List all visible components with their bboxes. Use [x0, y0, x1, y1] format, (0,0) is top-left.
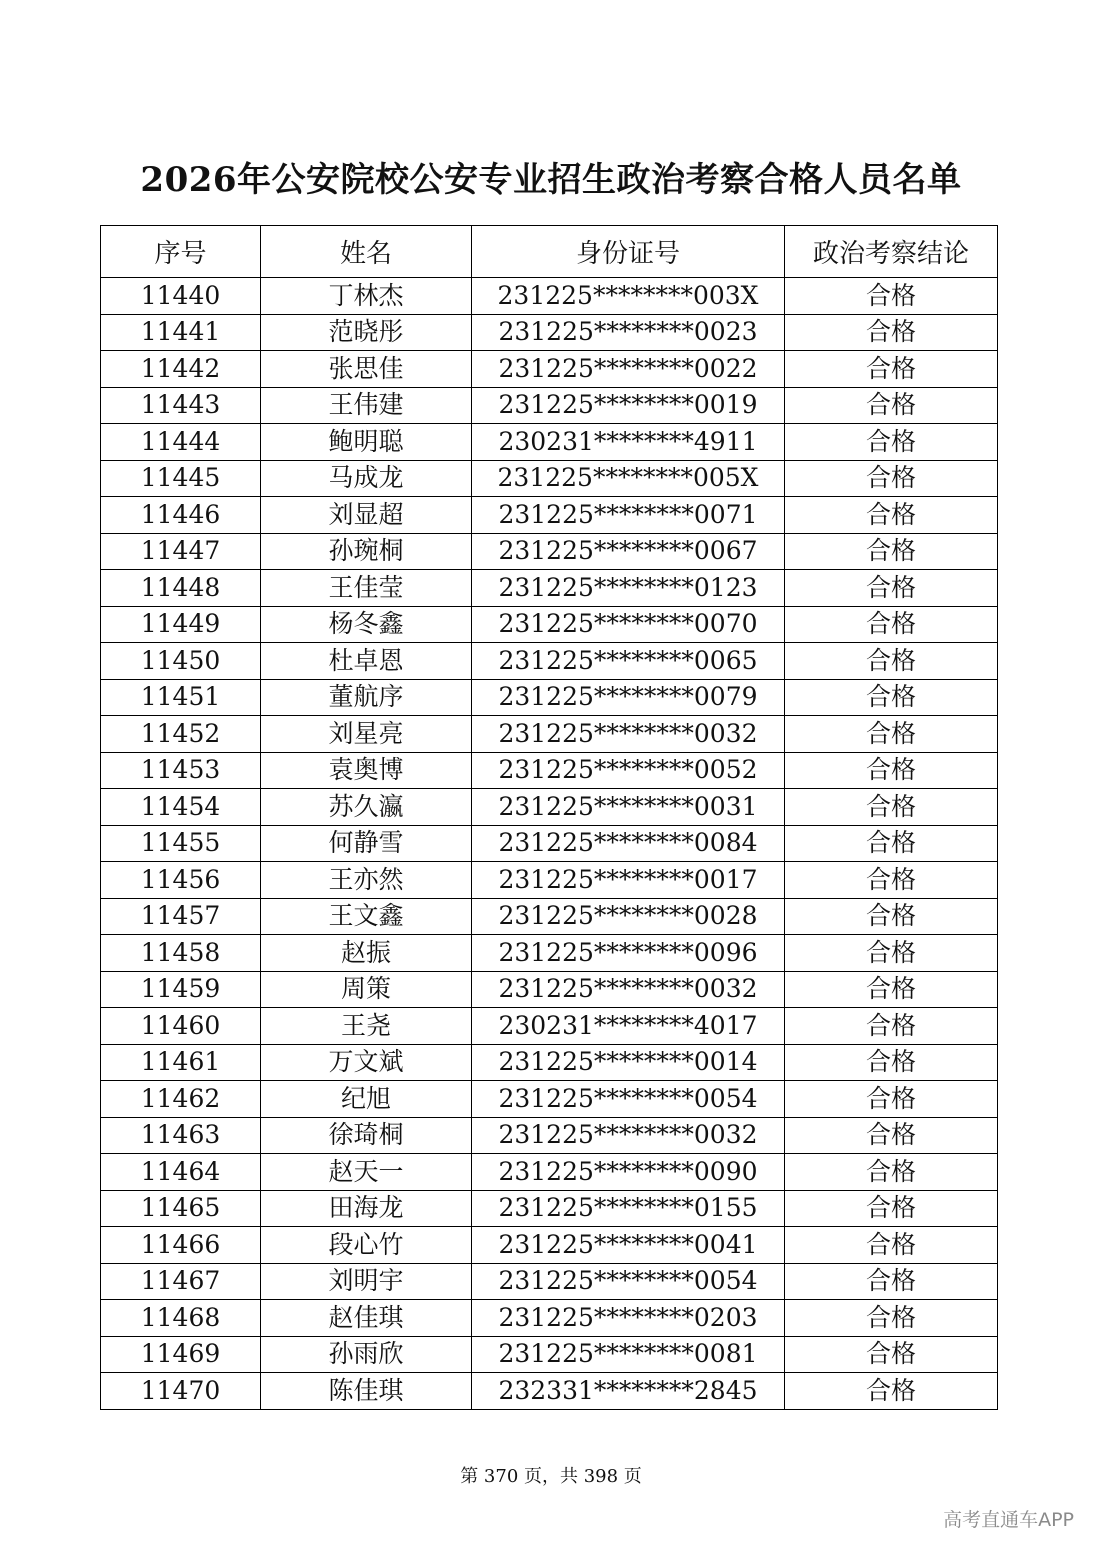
cell-name: 刘显超: [261, 497, 472, 534]
cell-name: 鲍明聪: [261, 424, 472, 461]
cell-id-number: 231225********0041: [472, 1227, 785, 1264]
cell-serial-number: 11440: [101, 278, 261, 315]
table-row: [101, 1336, 998, 1373]
cell-id-number: 232331********2845: [472, 1373, 785, 1410]
cell-result: 合格: [785, 1190, 998, 1227]
cell-name: 张思佳: [261, 351, 472, 388]
cell-id-number: 231225********0054: [472, 1081, 785, 1118]
cell-result: 合格: [785, 278, 998, 315]
cell-id-number: 231225********0032: [472, 1117, 785, 1154]
cell-result: 合格: [785, 460, 998, 497]
cell-result: 合格: [785, 679, 998, 716]
cell-id-number: 231225********0079: [472, 679, 785, 716]
cell-result: 合格: [785, 1227, 998, 1264]
table-row: [101, 606, 998, 643]
cell-id-number: 231225********0067: [472, 533, 785, 570]
cell-result: 合格: [785, 1081, 998, 1118]
cell-name: 徐琦桐: [261, 1117, 472, 1154]
cell-name: 王尧: [261, 1008, 472, 1045]
table-row: [101, 898, 998, 935]
cell-serial-number: 11464: [101, 1154, 261, 1191]
cell-id-number: 230231********4017: [472, 1008, 785, 1045]
cell-serial-number: 11452: [101, 716, 261, 753]
cell-serial-number: 11445: [101, 460, 261, 497]
cell-serial-number: 11470: [101, 1373, 261, 1410]
watermark: 高考直通车APP: [943, 1509, 1074, 1531]
header-political-review-result: 政治考察结论: [785, 226, 998, 278]
cell-result: 合格: [785, 1263, 998, 1300]
table-row: [101, 424, 998, 461]
cell-serial-number: 11450: [101, 643, 261, 680]
cell-id-number: 231225********0090: [472, 1154, 785, 1191]
table-row: [101, 752, 998, 789]
cell-id-number: 231225********0071: [472, 497, 785, 534]
cell-serial-number: 11444: [101, 424, 261, 461]
cell-result: 合格: [785, 716, 998, 753]
cell-id-number: 231225********0081: [472, 1336, 785, 1373]
cell-name: 万文斌: [261, 1044, 472, 1081]
table-row: [101, 971, 998, 1008]
table-row: [101, 1081, 998, 1118]
cell-result: 合格: [785, 862, 998, 899]
cell-name: 孙雨欣: [261, 1336, 472, 1373]
cell-serial-number: 11443: [101, 387, 261, 424]
cell-serial-number: 11465: [101, 1190, 261, 1227]
table-header-row: [101, 226, 998, 278]
cell-name: 杜卓恩: [261, 643, 472, 680]
cell-name: 丁林杰: [261, 278, 472, 315]
cell-serial-number: 11451: [101, 679, 261, 716]
cell-result: 合格: [785, 971, 998, 1008]
cell-id-number: 231225********0017: [472, 862, 785, 899]
cell-name: 刘星亮: [261, 716, 472, 753]
cell-serial-number: 11463: [101, 1117, 261, 1154]
table-row: [101, 1117, 998, 1154]
table-row: [101, 533, 998, 570]
table-row: [101, 1008, 998, 1045]
cell-serial-number: 11458: [101, 935, 261, 972]
cell-result: 合格: [785, 497, 998, 534]
cell-id-number: 231225********0023: [472, 314, 785, 351]
cell-result: 合格: [785, 424, 998, 461]
cell-id-number: 231225********0155: [472, 1190, 785, 1227]
cell-result: 合格: [785, 1008, 998, 1045]
cell-id-number: 231225********0032: [472, 971, 785, 1008]
table-row: [101, 387, 998, 424]
cell-id-number: 231225********0028: [472, 898, 785, 935]
cell-id-number: 231225********0032: [472, 716, 785, 753]
cell-id-number: 231225********0052: [472, 752, 785, 789]
cell-serial-number: 11468: [101, 1300, 261, 1337]
cell-name: 周策: [261, 971, 472, 1008]
table-row: [101, 789, 998, 826]
cell-id-number: 231225********0065: [472, 643, 785, 680]
cell-result: 合格: [785, 533, 998, 570]
cell-id-number: 231225********0019: [472, 387, 785, 424]
table-row: [101, 278, 998, 315]
cell-serial-number: 11441: [101, 314, 261, 351]
cell-result: 合格: [785, 1044, 998, 1081]
cell-serial-number: 11462: [101, 1081, 261, 1118]
cell-name: 赵佳琪: [261, 1300, 472, 1337]
page-number: 第 370 页，共 398 页: [460, 1466, 642, 1487]
table-row: [101, 716, 998, 753]
cell-result: 合格: [785, 570, 998, 607]
roster-table: [100, 225, 998, 1410]
cell-id-number: 231225********0031: [472, 789, 785, 826]
cell-result: 合格: [785, 752, 998, 789]
table-row: [101, 825, 998, 862]
table-row: [101, 314, 998, 351]
table-row: [101, 1263, 998, 1300]
cell-serial-number: 11454: [101, 789, 261, 826]
table-row: [101, 570, 998, 607]
table-row: [101, 1190, 998, 1227]
cell-result: 合格: [785, 606, 998, 643]
header-serial-number: 序号: [101, 226, 261, 278]
cell-result: 合格: [785, 1373, 998, 1410]
cell-serial-number: 11448: [101, 570, 261, 607]
table-row: [101, 1044, 998, 1081]
cell-id-number: 231225********0084: [472, 825, 785, 862]
cell-name: 刘明宇: [261, 1263, 472, 1300]
cell-name: 陈佳琪: [261, 1373, 472, 1410]
cell-serial-number: 11447: [101, 533, 261, 570]
cell-id-number: 231225********005X: [472, 460, 785, 497]
cell-result: 合格: [785, 351, 998, 388]
cell-name: 王文鑫: [261, 898, 472, 935]
table-row: [101, 935, 998, 972]
cell-result: 合格: [785, 898, 998, 935]
cell-name: 董航序: [261, 679, 472, 716]
cell-serial-number: 11461: [101, 1044, 261, 1081]
cell-serial-number: 11449: [101, 606, 261, 643]
table-row: [101, 862, 998, 899]
cell-name: 马成龙: [261, 460, 472, 497]
cell-result: 合格: [785, 825, 998, 862]
cell-serial-number: 11453: [101, 752, 261, 789]
cell-serial-number: 11446: [101, 497, 261, 534]
cell-result: 合格: [785, 1154, 998, 1191]
cell-serial-number: 11469: [101, 1336, 261, 1373]
cell-result: 合格: [785, 1117, 998, 1154]
table-row: [101, 497, 998, 534]
cell-serial-number: 11460: [101, 1008, 261, 1045]
cell-id-number: 231225********0123: [472, 570, 785, 607]
cell-serial-number: 11459: [101, 971, 261, 1008]
cell-result: 合格: [785, 314, 998, 351]
cell-name: 杨冬鑫: [261, 606, 472, 643]
table-row: [101, 1373, 998, 1410]
cell-result: 合格: [785, 1336, 998, 1373]
cell-result: 合格: [785, 789, 998, 826]
cell-name: 纪旭: [261, 1081, 472, 1118]
cell-name: 赵天一: [261, 1154, 472, 1191]
cell-name: 袁奥博: [261, 752, 472, 789]
header-name: 姓名: [261, 226, 472, 278]
cell-id-number: 230231********4911: [472, 424, 785, 461]
cell-result: 合格: [785, 1300, 998, 1337]
cell-serial-number: 11457: [101, 898, 261, 935]
cell-id-number: 231225********003X: [472, 278, 785, 315]
cell-name: 段心竹: [261, 1227, 472, 1264]
cell-name: 王佳莹: [261, 570, 472, 607]
cell-result: 合格: [785, 935, 998, 972]
cell-name: 赵振: [261, 935, 472, 972]
cell-serial-number: 11455: [101, 825, 261, 862]
cell-name: 何静雪: [261, 825, 472, 862]
cell-serial-number: 11456: [101, 862, 261, 899]
cell-id-number: 231225********0096: [472, 935, 785, 972]
cell-name: 孙琬桐: [261, 533, 472, 570]
header-id-number: 身份证号: [472, 226, 785, 278]
cell-serial-number: 11466: [101, 1227, 261, 1264]
table-row: [101, 1154, 998, 1191]
cell-id-number: 231225********0054: [472, 1263, 785, 1300]
cell-name: 王伟建: [261, 387, 472, 424]
cell-id-number: 231225********0014: [472, 1044, 785, 1081]
table-row: [101, 460, 998, 497]
cell-serial-number: 11442: [101, 351, 261, 388]
table-row: [101, 1227, 998, 1264]
cell-name: 王亦然: [261, 862, 472, 899]
cell-id-number: 231225********0022: [472, 351, 785, 388]
cell-name: 田海龙: [261, 1190, 472, 1227]
table-row: [101, 351, 998, 388]
table-row: [101, 643, 998, 680]
cell-result: 合格: [785, 387, 998, 424]
table-row: [101, 679, 998, 716]
table-row: [101, 1300, 998, 1337]
cell-name: 范晓彤: [261, 314, 472, 351]
cell-result: 合格: [785, 643, 998, 680]
cell-id-number: 231225********0203: [472, 1300, 785, 1337]
cell-id-number: 231225********0070: [472, 606, 785, 643]
table-body: [101, 278, 998, 1410]
document-title: 2026年公安院校公安专业招生政治考察合格人员名单: [140, 160, 962, 200]
cell-serial-number: 11467: [101, 1263, 261, 1300]
cell-name: 苏久瀛: [261, 789, 472, 826]
